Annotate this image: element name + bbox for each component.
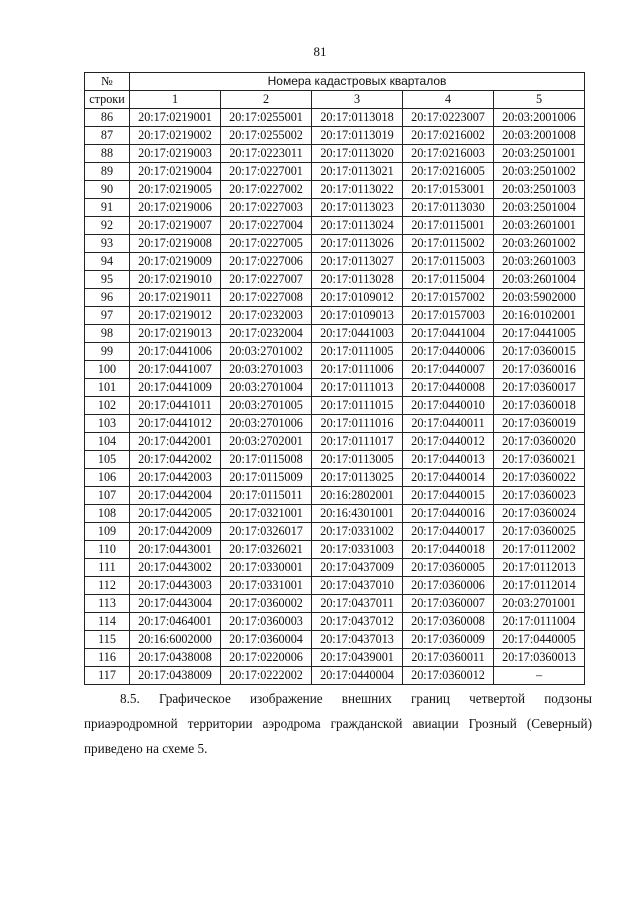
cadastral-number-cell: 20:03:2601001 [494,217,585,235]
cadastral-number-cell: 20:03:5902000 [494,289,585,307]
cadastral-number-cell: 20:17:0115009 [221,469,312,487]
cadastral-number-cell: 20:03:2601004 [494,271,585,289]
row-number-cell: 96 [85,289,130,307]
table-row [85,667,585,685]
cadastral-number-cell: 20:17:0360004 [221,631,312,649]
cadastral-number-cell: 20:17:0111016 [312,415,403,433]
cadastral-number-cell: 20:17:0255002 [221,127,312,145]
cadastral-number-cell: 20:17:0440012 [403,433,494,451]
cadastral-number-cell: 20:17:0360011 [403,649,494,667]
cadastral-number-cell: 20:17:0109012 [312,289,403,307]
cadastral-number-cell: 20:17:0227003 [221,199,312,217]
cadastral-number-cell: 20:17:0442009 [130,523,221,541]
cadastral-number-cell: 20:17:0360025 [494,523,585,541]
cadastral-number-cell: 20:03:2501002 [494,163,585,181]
cadastral-number-cell: 20:17:0360013 [494,649,585,667]
cadastral-number-cell: 20:17:0440018 [403,541,494,559]
cadastral-number-cell: 20:17:0109013 [312,307,403,325]
cadastral-number-cell: 20:17:0219004 [130,163,221,181]
cadastral-number-cell: 20:17:0360017 [494,379,585,397]
column-header-1: 1 [130,91,221,109]
row-number-cell: 88 [85,145,130,163]
cadastral-number-cell: 20:17:0113022 [312,181,403,199]
cadastral-number-cell: 20:17:0440006 [403,343,494,361]
cadastral-number-cell: 20:17:0227007 [221,271,312,289]
cadastral-number-cell: 20:17:0321001 [221,505,312,523]
row-number-cell: 105 [85,451,130,469]
cadastral-number-cell: 20:17:0440004 [312,667,403,685]
cadastral-number-cell: 20:03:2501004 [494,199,585,217]
cadastral-number-cell: 20:17:0219007 [130,217,221,235]
row-number-cell: 87 [85,127,130,145]
cadastral-number-cell: 20:17:0437010 [312,577,403,595]
cadastral-number-cell: 20:17:0113030 [403,199,494,217]
cadastral-number-cell: 20:17:0331001 [221,577,312,595]
row-number-cell: 92 [85,217,130,235]
cadastral-number-cell: 20:17:0111017 [312,433,403,451]
cadastral-number-cell: 20:17:0219009 [130,253,221,271]
cadastral-number-cell: 20:17:0232004 [221,325,312,343]
row-number-cell: 109 [85,523,130,541]
row-label-header: строки [85,91,130,109]
cadastral-number-cell: 20:17:0111005 [312,343,403,361]
row-number-cell: 101 [85,379,130,397]
cadastral-number-cell: 20:17:0442004 [130,487,221,505]
cadastral-number-cell: 20:17:0437011 [312,595,403,613]
cadastral-number-cell: 20:17:0113021 [312,163,403,181]
cadastral-number-cell: 20:17:0113025 [312,469,403,487]
cadastral-number-cell: 20:17:0360005 [403,559,494,577]
table-row [85,505,585,523]
table-row [85,595,585,613]
cadastral-number-cell: 20:17:0111004 [494,613,585,631]
cadastral-number-cell: 20:17:0440017 [403,523,494,541]
cadastral-number-cell: 20:17:0360007 [403,595,494,613]
cadastral-number-cell: 20:17:0219002 [130,127,221,145]
cadastral-number-cell: 20:17:0443004 [130,595,221,613]
cadastral-number-cell: 20:17:0113005 [312,451,403,469]
cadastral-number-cell: 20:17:0219013 [130,325,221,343]
cadastral-number-cell: 20:17:0219006 [130,199,221,217]
cadastral-number-cell: 20:17:0440007 [403,361,494,379]
number-sign-header: № [85,73,130,91]
cadastral-number-cell: 20:17:0219012 [130,307,221,325]
cadastral-number-cell: 20:17:0113026 [312,235,403,253]
row-number-cell: 89 [85,163,130,181]
cadastral-number-cell: 20:17:0115002 [403,235,494,253]
row-number-cell: 114 [85,613,130,631]
cadastral-number-cell: 20:03:2701002 [221,343,312,361]
row-number-cell: 95 [85,271,130,289]
group-title-header: Номера кадастровых кварталов [130,73,585,91]
row-number-cell: 102 [85,397,130,415]
cadastral-number-cell: 20:17:0360008 [403,613,494,631]
cadastral-number-cell: 20:17:0227002 [221,181,312,199]
table-row [85,361,585,379]
row-number-cell: 113 [85,595,130,613]
table-row [85,433,585,451]
cadastral-number-cell: 20:17:0111006 [312,361,403,379]
cadastral-number-cell: 20:17:0113018 [312,109,403,127]
cadastral-number-cell: 20:17:0442002 [130,451,221,469]
cadastral-number-cell: 20:17:0438008 [130,649,221,667]
cadastral-number-cell: 20:17:0220006 [221,649,312,667]
cadastral-number-cell: 20:17:0223011 [221,145,312,163]
cadastral-number-cell: 20:03:2701001 [494,595,585,613]
cadastral-number-cell: 20:17:0326017 [221,523,312,541]
cadastral-number-cell: 20:03:2601002 [494,235,585,253]
cadastral-number-cell: 20:17:0227008 [221,289,312,307]
cadastral-number-cell: 20:17:0360024 [494,505,585,523]
cadastral-number-cell: 20:17:0216005 [403,163,494,181]
row-number-cell: 112 [85,577,130,595]
table-row [85,523,585,541]
cadastral-number-cell: 20:17:0360019 [494,415,585,433]
row-number-cell: 107 [85,487,130,505]
cadastral-number-cell: 20:03:2701005 [221,397,312,415]
cadastral-number-cell: 20:17:0219011 [130,289,221,307]
cadastral-number-cell: 20:17:0437012 [312,613,403,631]
cadastral-number-cell: 20:17:0441003 [312,325,403,343]
table-body [85,109,585,685]
row-number-cell: 93 [85,235,130,253]
cadastral-number-cell: 20:17:0113024 [312,217,403,235]
cadastral-number-cell: 20:17:0113019 [312,127,403,145]
cadastral-number-cell: 20:17:0443003 [130,577,221,595]
cadastral-number-cell: 20:17:0440010 [403,397,494,415]
row-number-cell: 117 [85,667,130,685]
table-row [85,469,585,487]
table-row [85,541,585,559]
cadastral-number-cell: 20:17:0223007 [403,109,494,127]
table-row [85,451,585,469]
cadastral-number-cell: 20:17:0153001 [403,181,494,199]
cadastral-number-cell: 20:17:0219008 [130,235,221,253]
cadastral-number-cell: 20:17:0360016 [494,361,585,379]
row-number-cell: 110 [85,541,130,559]
table-row [85,235,585,253]
cadastral-number-cell: 20:17:0216002 [403,127,494,145]
table-row [85,145,585,163]
paragraph-line-3: приведено на схеме 5. [84,741,208,756]
cadastral-number-cell: 20:17:0360009 [403,631,494,649]
row-number-cell: 103 [85,415,130,433]
cadastral-number-cell: 20:17:0157003 [403,307,494,325]
paragraph-line-2: приаэродромной территории аэродрома гражданской авиации Грозный (Северный) [84,716,592,731]
cadastral-number-cell: 20:17:0360022 [494,469,585,487]
table-row [85,253,585,271]
cadastral-number-cell: 20:17:0437009 [312,559,403,577]
table-row [85,559,585,577]
cadastral-number-cell: 20:17:0441011 [130,397,221,415]
cadastral-number-cell: 20:03:2701004 [221,379,312,397]
table-row [85,127,585,145]
column-header-2: 2 [221,91,312,109]
cadastral-number-cell: 20:17:0219010 [130,271,221,289]
cadastral-number-cell: 20:17:0216003 [403,145,494,163]
cadastral-number-cell: 20:17:0440008 [403,379,494,397]
row-number-cell: 97 [85,307,130,325]
cadastral-number-cell: 20:17:0115011 [221,487,312,505]
table-row [85,577,585,595]
row-number-cell: 115 [85,631,130,649]
table-row [85,271,585,289]
table-row [85,397,585,415]
table-row [85,163,585,181]
row-number-cell: 86 [85,109,130,127]
table-row [85,613,585,631]
table-row [85,181,585,199]
cadastral-number-cell: 20:17:0219001 [130,109,221,127]
cadastral-number-cell: 20:17:0440015 [403,487,494,505]
cadastral-number-cell: 20:17:0113023 [312,199,403,217]
cadastral-number-cell: 20:17:0441012 [130,415,221,433]
cadastral-number-cell: 20:17:0330001 [221,559,312,577]
table-row [85,487,585,505]
column-header-5: 5 [494,91,585,109]
table-row [85,631,585,649]
row-number-cell: 90 [85,181,130,199]
cadastral-number-cell: 20:17:0441007 [130,361,221,379]
cadastral-number-cell: 20:17:0113028 [312,271,403,289]
cadastral-number-cell: 20:17:0438009 [130,667,221,685]
cadastral-number-cell: 20:17:0112002 [494,541,585,559]
cadastral-number-cell: 20:03:2501001 [494,145,585,163]
cadastral-number-cell: 20:17:0232003 [221,307,312,325]
cadastral-number-cell: 20:17:0331002 [312,523,403,541]
cadastral-table [84,72,585,685]
cadastral-number-cell: 20:17:0360018 [494,397,585,415]
table-row [85,325,585,343]
cadastral-number-cell: 20:17:0440005 [494,631,585,649]
row-number-cell: 94 [85,253,130,271]
cadastral-number-cell: 20:17:0360003 [221,613,312,631]
table-row [85,343,585,361]
cadastral-number-cell: 20:17:0113027 [312,253,403,271]
cadastral-number-cell: 20:17:0115001 [403,217,494,235]
cadastral-number-cell: – [494,667,585,685]
row-number-cell: 111 [85,559,130,577]
cadastral-number-cell: 20:03:2501003 [494,181,585,199]
row-number-cell: 106 [85,469,130,487]
cadastral-number-cell: 20:17:0360002 [221,595,312,613]
page-number: 81 [313,44,327,59]
cadastral-number-cell: 20:17:0437013 [312,631,403,649]
row-number-cell: 99 [85,343,130,361]
cadastral-number-cell: 20:16:6002000 [130,631,221,649]
cadastral-number-cell: 20:17:0360006 [403,577,494,595]
cadastral-number-cell: 20:17:0115008 [221,451,312,469]
paragraph-line-1: 8.5. Графическое изображение внешних границ четвертой подзоны [120,691,592,706]
cadastral-number-cell: 20:17:0441009 [130,379,221,397]
column-header-3: 3 [312,91,403,109]
cadastral-number-cell: 20:17:0442005 [130,505,221,523]
row-number-cell: 104 [85,433,130,451]
cadastral-number-cell: 20:16:0102001 [494,307,585,325]
cadastral-number-cell: 20:17:0442003 [130,469,221,487]
cadastral-number-cell: 20:17:0112014 [494,577,585,595]
cadastral-number-cell: 20:16:2802001 [312,487,403,505]
cadastral-number-cell: 20:03:2001006 [494,109,585,127]
cadastral-number-cell: 20:17:0222002 [221,667,312,685]
cadastral-number-cell: 20:17:0326021 [221,541,312,559]
row-number-cell: 100 [85,361,130,379]
cadastral-number-cell: 20:16:4301001 [312,505,403,523]
cadastral-number-cell: 20:17:0255001 [221,109,312,127]
row-number-cell: 108 [85,505,130,523]
row-number-cell: 116 [85,649,130,667]
cadastral-number-cell: 20:17:0227001 [221,163,312,181]
table-row [85,415,585,433]
cadastral-number-cell: 20:17:0443002 [130,559,221,577]
cadastral-number-cell: 20:17:0360023 [494,487,585,505]
cadastral-number-cell: 20:03:2702001 [221,433,312,451]
table-row [85,199,585,217]
section-paragraph [84,686,592,761]
cadastral-number-cell: 20:03:2601003 [494,253,585,271]
table-subheader-row [85,91,585,109]
table-row [85,109,585,127]
cadastral-number-cell: 20:17:0442001 [130,433,221,451]
cadastral-number-cell: 20:17:0113020 [312,145,403,163]
cadastral-number-cell: 20:17:0440014 [403,469,494,487]
cadastral-number-cell: 20:17:0227005 [221,235,312,253]
cadastral-number-cell: 20:17:0115004 [403,271,494,289]
cadastral-number-cell: 20:17:0227004 [221,217,312,235]
cadastral-number-cell: 20:17:0331003 [312,541,403,559]
cadastral-number-cell: 20:17:0360021 [494,451,585,469]
cadastral-number-cell: 20:17:0440011 [403,415,494,433]
cadastral-number-cell: 20:17:0440013 [403,451,494,469]
cadastral-number-cell: 20:17:0360015 [494,343,585,361]
cadastral-number-cell: 20:17:0464001 [130,613,221,631]
cadastral-number-cell: 20:03:2001008 [494,127,585,145]
cadastral-number-cell: 20:17:0111015 [312,397,403,415]
cadastral-number-cell: 20:17:0219005 [130,181,221,199]
cadastral-number-cell: 20:17:0441006 [130,343,221,361]
cadastral-number-cell: 20:17:0227006 [221,253,312,271]
row-number-cell: 98 [85,325,130,343]
cadastral-number-cell: 20:17:0115003 [403,253,494,271]
cadastral-number-cell: 20:17:0441005 [494,325,585,343]
row-number-cell: 91 [85,199,130,217]
column-header-4: 4 [403,91,494,109]
cadastral-number-cell: 20:03:2701003 [221,361,312,379]
table-header-row [85,73,585,91]
cadastral-number-cell: 20:17:0439001 [312,649,403,667]
cadastral-number-cell: 20:17:0440016 [403,505,494,523]
table-row [85,379,585,397]
cadastral-number-cell: 20:17:0111013 [312,379,403,397]
table-row [85,217,585,235]
cadastral-number-cell: 20:17:0157002 [403,289,494,307]
cadastral-number-cell: 20:17:0360012 [403,667,494,685]
cadastral-number-cell: 20:17:0443001 [130,541,221,559]
cadastral-number-cell: 20:17:0112013 [494,559,585,577]
cadastral-number-cell: 20:03:2701006 [221,415,312,433]
cadastral-number-cell: 20:17:0219003 [130,145,221,163]
cadastral-number-cell: 20:17:0360020 [494,433,585,451]
cadastral-number-cell: 20:17:0441004 [403,325,494,343]
table-row [85,289,585,307]
table-row [85,307,585,325]
table-row [85,649,585,667]
